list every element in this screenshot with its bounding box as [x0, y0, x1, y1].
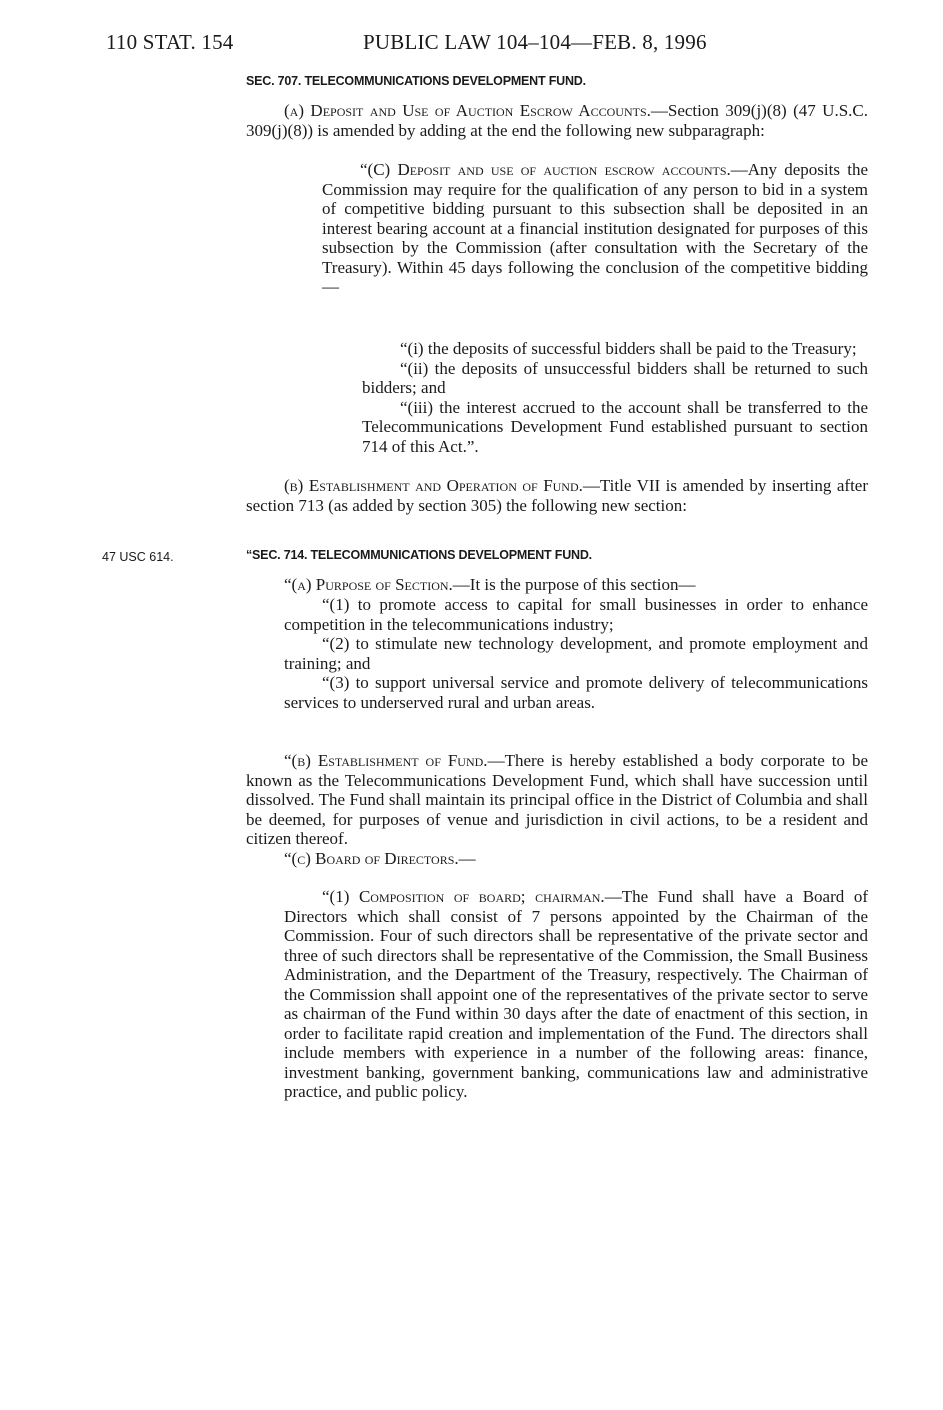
sec714-paragraph-c1 [284, 887, 868, 1102]
sec707-clause-iii: “(iii) the interest accrued to the account shall be transferred to the Telecommunications Development Fund established pursuant to section 714 of this Act.”. [362, 397, 868, 456]
sec714-b-text: —There is hereby established a body corporate to be known as the Telecommunications Development Fund, which shall have succession until dissolved. The Fund shall maintain its principal office in the District of Columbia and shall be deemed, for purposes of venue and jurisdiction in civil actions, to be a resident and citizen thereof. [246, 751, 868, 848]
sec714-a-text: —It is the purpose of this section— [452, 575, 696, 594]
sec707-subsection-b [246, 476, 868, 515]
sec707-a-title: (a) Deposit and Use of Auction Escrow Accounts. [284, 101, 651, 120]
sec707-c-text: —Any deposits the Commission may require for the qualification of any person to bid in a system of competitive bidding pursuant to this subsection shall be deposited in an interest bearing account at a financial institution designated for purposes of this subsection by the Commission (after consultation with the Secretary of the Treasury). Within 45 days following the conclusion of the competitive bidding— [322, 160, 868, 296]
sec707-b-text: —Title VII is amended by inserting after section 713 (as added by section 305) the following new section: [246, 476, 868, 515]
sec707-clause-ii: “(ii) the deposits of unsuccessful bidders shall be returned to such bidders; and [362, 358, 868, 397]
sec707-c-title: “(C) Deposit and use of auction escrow accounts. [360, 160, 731, 179]
sec707-clause-i: “(i) the deposits of successful bidders shall be paid to the Treasury; [400, 339, 857, 358]
sec707-a-text: —Section 309(j)(8) (47 U.S.C. 309(j)(8)) is amended by adding at the end the following new subparagraph: [246, 101, 868, 140]
sec714-purpose-1: “(1) to promote access to capital for small businesses in order to enhance competition in the telecommunications industry; [284, 595, 868, 634]
sec714-subsection-a [246, 575, 868, 595]
section-707-heading: SEC. 707. TELECOMMUNICATIONS DEVELOPMENT FUND. [246, 74, 586, 88]
sec714-c-dash: — [458, 848, 476, 868]
sec707-clauses [362, 339, 868, 456]
usc-margin-note: 47 USC 614. [102, 550, 174, 564]
sec714-purpose-2: “(2) to stimulate new technology development, and promote employment and training; and [284, 634, 868, 673]
sec714-subsections-b-c [246, 751, 868, 868]
sec714-c-title: “(c) Board of Directors. [284, 848, 459, 868]
sec707-b-title: (b) Establishment and Operation of Fund. [284, 476, 583, 495]
sec714-purpose-3: “(3) to support universal service and promote delivery of telecommunications services to underserved rural and urban areas. [284, 673, 868, 712]
sec714-c1-title: “(1) Composition of board; chairman. [322, 887, 605, 906]
sec714-purposes [284, 595, 868, 712]
public-law-header: PUBLIC LAW 104–104—FEB. 8, 1996 [363, 30, 707, 54]
section-714-heading: “SEC. 714. TELECOMMUNICATIONS DEVELOPMENT FUND. [246, 548, 592, 562]
statute-page-reference: 110 STAT. 154 [106, 30, 234, 54]
sec707-subparagraph-c [322, 160, 868, 297]
sec707-subsection-a [246, 101, 868, 140]
sec714-c1-text: —The Fund shall have a Board of Directors which shall consist of 7 persons appointed by the Chairman of the Commission. Four of such directors shall be representative of the private sector and three of such directors shall be representative of the Commission, the Small Business Administration, and the Department of the Treasury, respectively. The Chairman of the Commission shall appoint one of the representatives of the private sector to serve as chairman of the Fund within 30 days after the date of enactment of this section, in order to facilitate rapid creation and implementation of the Fund. The directors shall include members with experience in a number of the following areas: finance, investment banking, government banking, communications law and administrative practice, and public policy. [284, 887, 868, 1101]
sec714-a-title: “(a) Purpose of Section. [284, 575, 453, 594]
sec714-b-title: “(b) Establishment of Fund. [284, 751, 488, 770]
